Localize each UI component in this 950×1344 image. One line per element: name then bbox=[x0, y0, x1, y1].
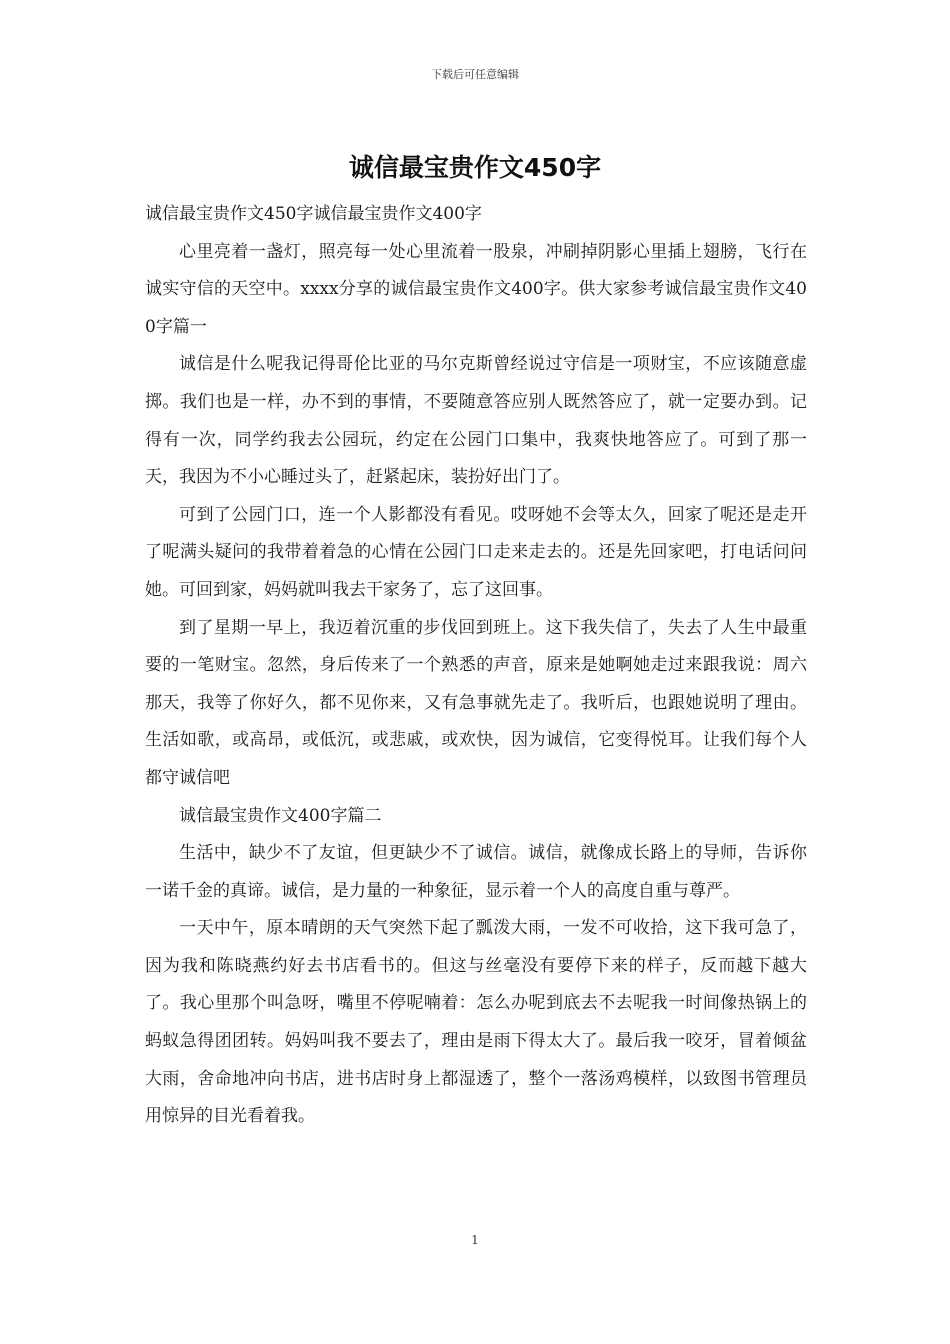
subtitle-paragraph: 诚信最宝贵作文450字诚信最宝贵作文400字 bbox=[145, 204, 482, 224]
page-header: 下载后可任意编辑 bbox=[431, 68, 519, 81]
body-paragraph: 诚信是什么呢我记得哥伦比亚的马尔克斯曾经说过守信是一项财宝，不应该随意虚掷。我们也是一样，办不到的事情，不要随意答应别人既然答应了，就一定要办到。记得有一次，同学约我去公园玩，约定在公园门口集中，我爽快地答应了。可到了那一天，我因为不小心睡过头了，赶紧起床，装扮好出门了。 bbox=[145, 354, 807, 488]
body-paragraph: 生活中，缺少不了友谊，但更缺少不了诚信。诚信，就像成长路上的导师，告诉你一诺千金的真谛。诚信，是力量的一种象征，显示着一个人的高度自重与尊严。 bbox=[145, 843, 807, 901]
body-paragraph: 到了星期一早上，我迈着沉重的步伐回到班上。这下我失信了，失去了人生中最重要的一笔财宝。忽然，身后传来了一个熟悉的声音，原来是她啊她走过来跟我说：周六那天，我等了你好久，都不见你来，又有急事就先走了。我听后，也跟她说明了理由。生活如歌，或高昂，或低沉，或悲戚，或欢快，因为诚信，它变得悦耳。让我们每个人都守诚信吧 bbox=[145, 617, 807, 788]
section-heading: 诚信最宝贵作文400字篇二 bbox=[179, 805, 382, 826]
body-paragraph: 可到了公园门口，连一个人影都没有看见。哎呀她不会等太久，回家了呢还是走开了呢满头疑问的我带着着急的心情在公园门口走来走去的。还是先回家吧，打电话问问她。可回到家，妈妈就叫我去干家务了，忘了这回事。 bbox=[145, 504, 807, 600]
intro-paragraph: 心里亮着一盏灯，照亮每一处心里流着一股泉，冲刷掉阴影心里插上翅膀，飞行在诚实守信的天空中。xxxx分享的诚信最宝贵作文400字。供大家参考诚信最宝贵作文400字篇一 bbox=[145, 241, 807, 337]
page-number: 1 bbox=[471, 1233, 479, 1247]
document-body bbox=[145, 196, 807, 1136]
document-title: 诚信最宝贵作文450字 bbox=[348, 153, 602, 182]
body-paragraph: 一天中午，原本晴朗的天气突然下起了瓢泼大雨，一发不可收拾，这下我可急了，因为我和陈晓燕约好去书店看书的。但这与丝毫没有要停下来的样子，反而越下越大了。我心里那个叫急呀，嘴里不停呢喃着：怎么办呢到底去不去呢我一时间像热锅上的蚂蚁急得团团转。妈妈叫我不要去了，理由是雨下得太大了。最后我一咬牙，冒着倾盆大雨，舍命地冲向书店，进书店时身上都湿透了，整个一落汤鸡模样，以致图书管理员用惊异的目光看着我。 bbox=[145, 918, 807, 1127]
